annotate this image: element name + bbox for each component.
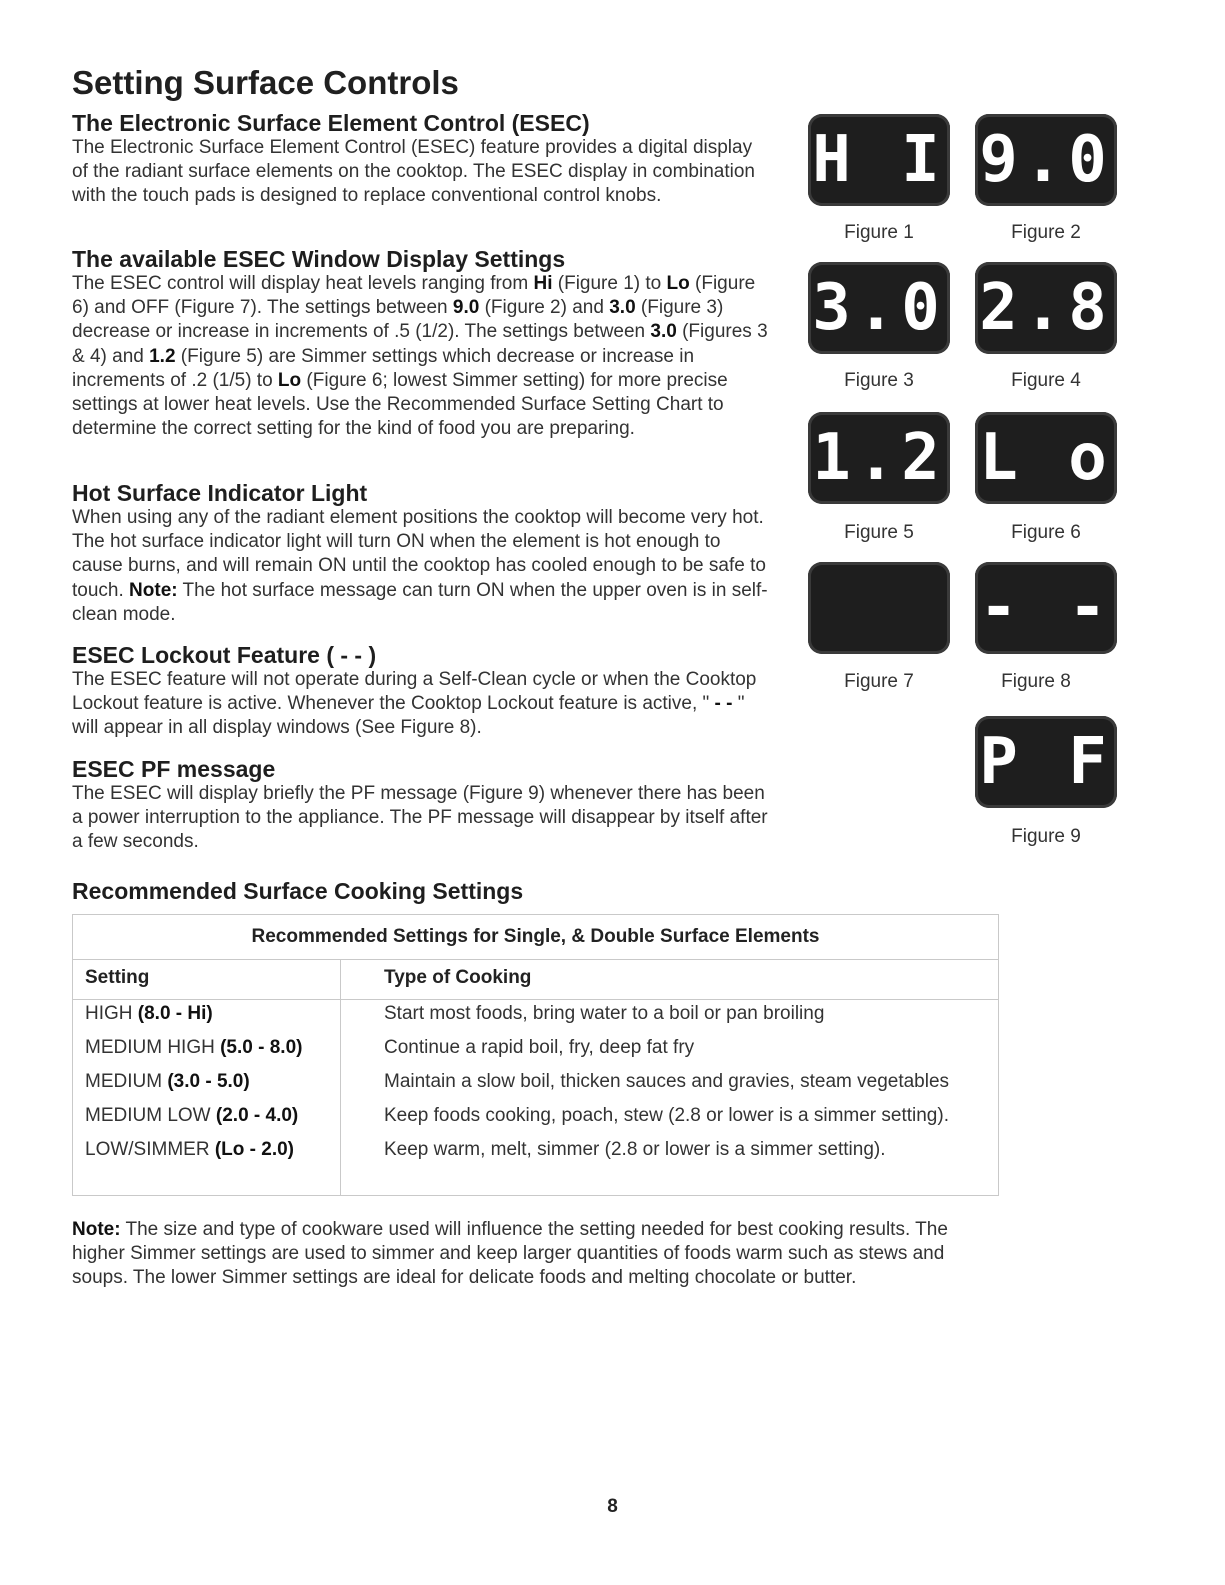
display-readout: 2.8	[979, 271, 1113, 345]
type-cell: Keep warm, melt, simmer (2.8 or lower is a simmer setting).	[384, 1139, 886, 1160]
hot-surface-paragraph: When using any of the radiant element positions the cooktop will become very hot. The hot surface indicator light will turn ON when the element is hot enough to cause burns, and will remain ON until the cooktop has cooled enough to be safe to touch. Note: The hot surface message can turn ON when the upper oven is in self-clean mode.	[72, 507, 768, 625]
window-settings-heading: The available ESEC Window Display Settings	[72, 246, 566, 272]
figure-4-display	[975, 262, 1117, 354]
figure-8-caption: Figure 8	[1001, 671, 1071, 692]
table-title: Recommended Settings for Single, & Double Surface Elements	[73, 915, 998, 960]
figure-2-display	[975, 114, 1117, 206]
pf-paragraph: The ESEC will display briefly the PF message (Figure 9) whenever there has been a power interruption to the appliance. The PF message will disappear by itself after a few seconds.	[72, 783, 768, 853]
setting-cell: MEDIUM (3.0 - 5.0)	[85, 1071, 250, 1092]
table-row	[73, 1037, 998, 1071]
setting-cell: LOW/SIMMER (Lo - 2.0)	[85, 1139, 295, 1160]
type-cell: Keep foods cooking, poach, stew (2.8 or lower is a simmer setting).	[384, 1105, 949, 1126]
table-row	[73, 1105, 998, 1139]
figure-9-caption: Figure 9	[1011, 826, 1081, 847]
figure-5-display	[808, 412, 950, 504]
display-readout: L o	[979, 421, 1113, 495]
figure-1-caption: Figure 1	[844, 222, 914, 243]
settings-table	[72, 914, 999, 1196]
figure-7-display	[808, 562, 950, 654]
figure-1-display	[808, 114, 950, 206]
display-readout: H I	[812, 123, 946, 197]
display-readout: - -	[979, 571, 1113, 645]
figure-8-display	[975, 562, 1117, 654]
figure-2-caption: Figure 2	[1011, 222, 1081, 243]
column-header-setting: Setting	[85, 967, 150, 988]
figure-9-display	[975, 716, 1117, 808]
type-cell: Maintain a slow boil, thicken sauces and gravies, steam vegetables	[384, 1071, 950, 1092]
recommended-heading: Recommended Surface Cooking Settings	[72, 878, 524, 904]
type-cell: Start most foods, bring water to a boil or pan broiling	[384, 1003, 825, 1024]
setting-cell: MEDIUM HIGH (5.0 - 8.0)	[85, 1037, 303, 1058]
table-row	[73, 1003, 998, 1037]
setting-cell: MEDIUM LOW (2.0 - 4.0)	[85, 1105, 299, 1126]
figure-6-caption: Figure 6	[1011, 522, 1081, 543]
hot-surface-heading: Hot Surface Indicator Light	[72, 480, 368, 506]
lockout-heading: ESEC Lockout Feature ( - - )	[72, 642, 377, 668]
figure-4-caption: Figure 4	[1011, 370, 1081, 391]
display-readout: 3.0	[812, 271, 946, 345]
setting-cell: HIGH (8.0 - Hi)	[85, 1003, 213, 1024]
table-row	[73, 1139, 998, 1173]
column-header-type: Type of Cooking	[384, 967, 532, 988]
esec-heading: The Electronic Surface Element Control (ESEC)	[72, 110, 590, 136]
lockout-paragraph: The ESEC feature will not operate during a Self-Clean cycle or when the Cooktop Lockout feature is active. Whenever the Cooktop Lockout feature is active, " - - " will appear in all display windows (See Figure 8).	[72, 669, 757, 739]
bottom-note: Note: The size and type of cookware used will influence the setting needed for best cooking results. The higher Simmer settings are used to simmer and keep larger quantities of foods warm such as stews and soups. The lower Simmer settings are ideal for delicate foods and melting chocolate or butter.	[72, 1219, 948, 1289]
figure-5-caption: Figure 5	[844, 522, 914, 543]
pf-heading: ESEC PF message	[72, 756, 276, 782]
figure-3-caption: Figure 3	[844, 370, 914, 391]
figure-3-display	[808, 262, 950, 354]
figure-7-caption: Figure 7	[844, 671, 914, 692]
display-readout: 1.2	[812, 421, 946, 495]
page-number: 8	[607, 1496, 618, 1517]
table-row	[73, 1071, 998, 1105]
esec-paragraph: The Electronic Surface Element Control (ESEC) feature provides a digital display of the radiant surface elements on the cooktop. The ESEC display in combination with the touch pads is designed to replace conventional control knobs.	[72, 137, 755, 207]
figure-6-display	[975, 412, 1117, 504]
display-readout: P F	[979, 725, 1113, 799]
type-cell: Continue a rapid boil, fry, deep fat fry	[384, 1037, 695, 1058]
window-settings-paragraph: The ESEC control will display heat levels ranging from Hi (Figure 1) to Lo (Figure 6) and OFF (Figure 7). The settings between 9.0 (Figure 2) and 3.0 (Figure 3) decrease or increase in increments of .5 (1/2). The settings between 3.0 (Figures 3 & 4) and 1.2 (Figure 5) are Simmer settings which decrease or increase in increments of .2 (1/5) to Lo (Figure 6; lowest Simmer setting) for more precise settings at lower heat levels. Use the Recommended Surface Setting Chart to determine the correct setting for the kind of food you are preparing.	[72, 273, 768, 440]
header-divider	[73, 999, 998, 1000]
page-title: Setting Surface Controls	[72, 64, 459, 101]
display-readout: 9.0	[979, 123, 1113, 197]
